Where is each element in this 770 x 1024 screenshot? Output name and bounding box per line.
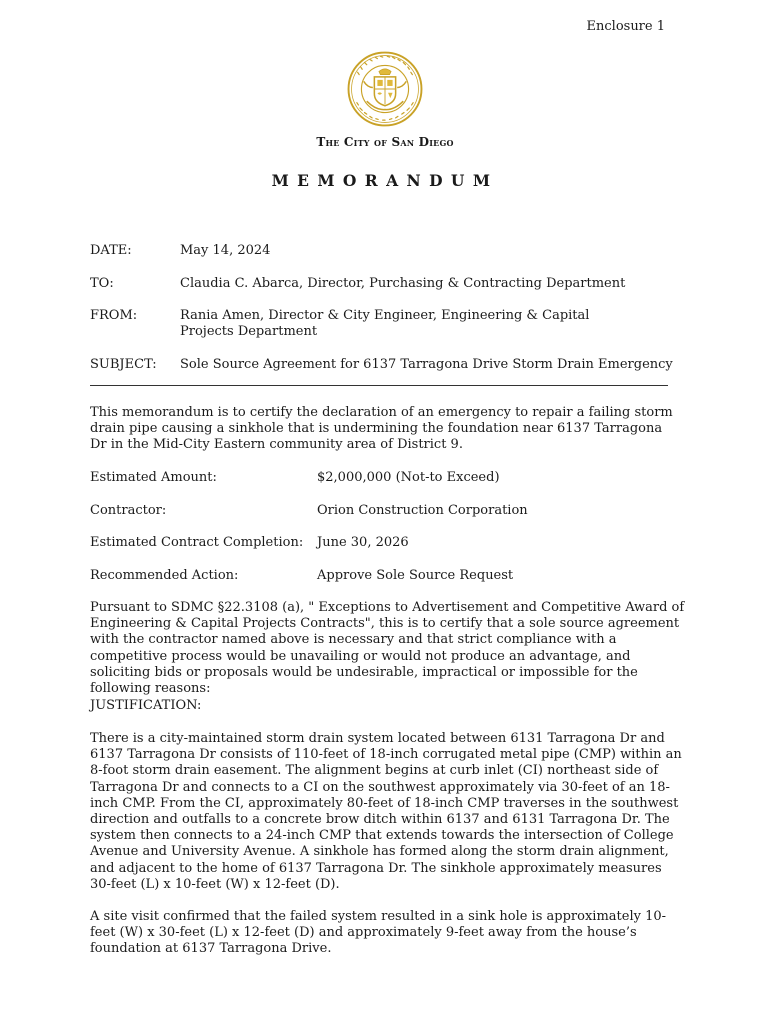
city-name: The City of San Diego xyxy=(316,135,454,149)
contractor-value: Orion Construction Corporation xyxy=(317,503,528,518)
from-label: FROM: xyxy=(90,308,138,323)
justification-heading: JUSTIFICATION: xyxy=(90,698,202,713)
contractor-label: Contractor: xyxy=(90,503,167,518)
from-value: Rania Amen, Director & City Engineer, Engineering & Capital Projects Department xyxy=(180,308,590,339)
recommended-action-label: Recommended Action: xyxy=(90,568,239,583)
completion-label: Estimated Contract Completion: xyxy=(90,535,304,550)
memo-title: MEMORANDUM xyxy=(271,171,499,190)
estimated-amount-label: Estimated Amount: xyxy=(90,470,217,485)
intro-paragraph: This memorandum is to certify the declaration of an emergency to repair a failing storm drain pipe causing a sinkhole that is undermining the foundation near 6137 Tarragona Dr in the Mid-City Eastern community area of District 9. xyxy=(90,405,673,453)
to-value: Claudia C. Abarca, Director, Purchasing & Contracting Department xyxy=(180,276,626,291)
subject-label: SUBJECT: xyxy=(90,357,157,372)
header-divider xyxy=(90,385,668,386)
date-value: May 14, 2024 xyxy=(180,243,271,258)
date-label: DATE: xyxy=(90,243,132,258)
to-label: TO: xyxy=(90,276,114,291)
enclosure-label: Enclosure 1 xyxy=(586,19,665,34)
subject-value: Sole Source Agreement for 6137 Tarragona Drive Storm Drain Emergency xyxy=(180,357,673,372)
recommended-action-value: Approve Sole Source Request xyxy=(317,568,514,583)
pursuant-paragraph: Pursuant to SDMC §22.3108 (a), " Exceptions to Advertisement and Competitive Award of Engineering & Capital Projects Contracts", this is to certify that a sole source agreement with the contractor named above is necessary and that strict compliance with a competitive process would be unavailing or would not produce an advantage, and soliciting bids or proposals would be undesirable, impractical or impossible for the following reasons: xyxy=(90,600,685,697)
estimated-amount-value: $2,000,000 (Not-to Exceed) xyxy=(317,470,500,485)
justification-paragraph-1: There is a city-maintained storm drain system located between 6131 Tarragona Dr and 6137 Tarragona Dr consists of 110-feet of 18-inch corrugated metal pipe (CMP) within an 8-foot storm drain easement. The alignment begins at curb inlet (CI) northeast side of Tarragona Dr and connects to a CI on the southwest approximately via 30-feet of an 18-inch CMP. From the CI, approximately 80-feet of 18-inch CMP traverses in the southwest direction and outfalls to a concrete brow ditch within 6137 and 6131 Tarragona Dr. The system then connects to a 24-inch CMP that extends towards the intersection of College Avenue and University Avenue. A sinkhole has formed along the storm drain alignment, and adjacent to the home of 6137 Tarragona Dr. The sinkhole approximately measures 30-feet (L) x 10-feet (W) x 12-feet (D). xyxy=(90,731,682,892)
justification-paragraph-2: A site visit confirmed that the failed system resulted in a sink hole is approximately 10-feet (W) x 30-feet (L) x 12-feet (D) and approximately 9-feet away from the house’s foundation at 6137 Tarragona Drive. xyxy=(90,909,667,957)
completion-value: June 30, 2026 xyxy=(317,535,409,550)
city-seal-icon xyxy=(347,51,423,127)
